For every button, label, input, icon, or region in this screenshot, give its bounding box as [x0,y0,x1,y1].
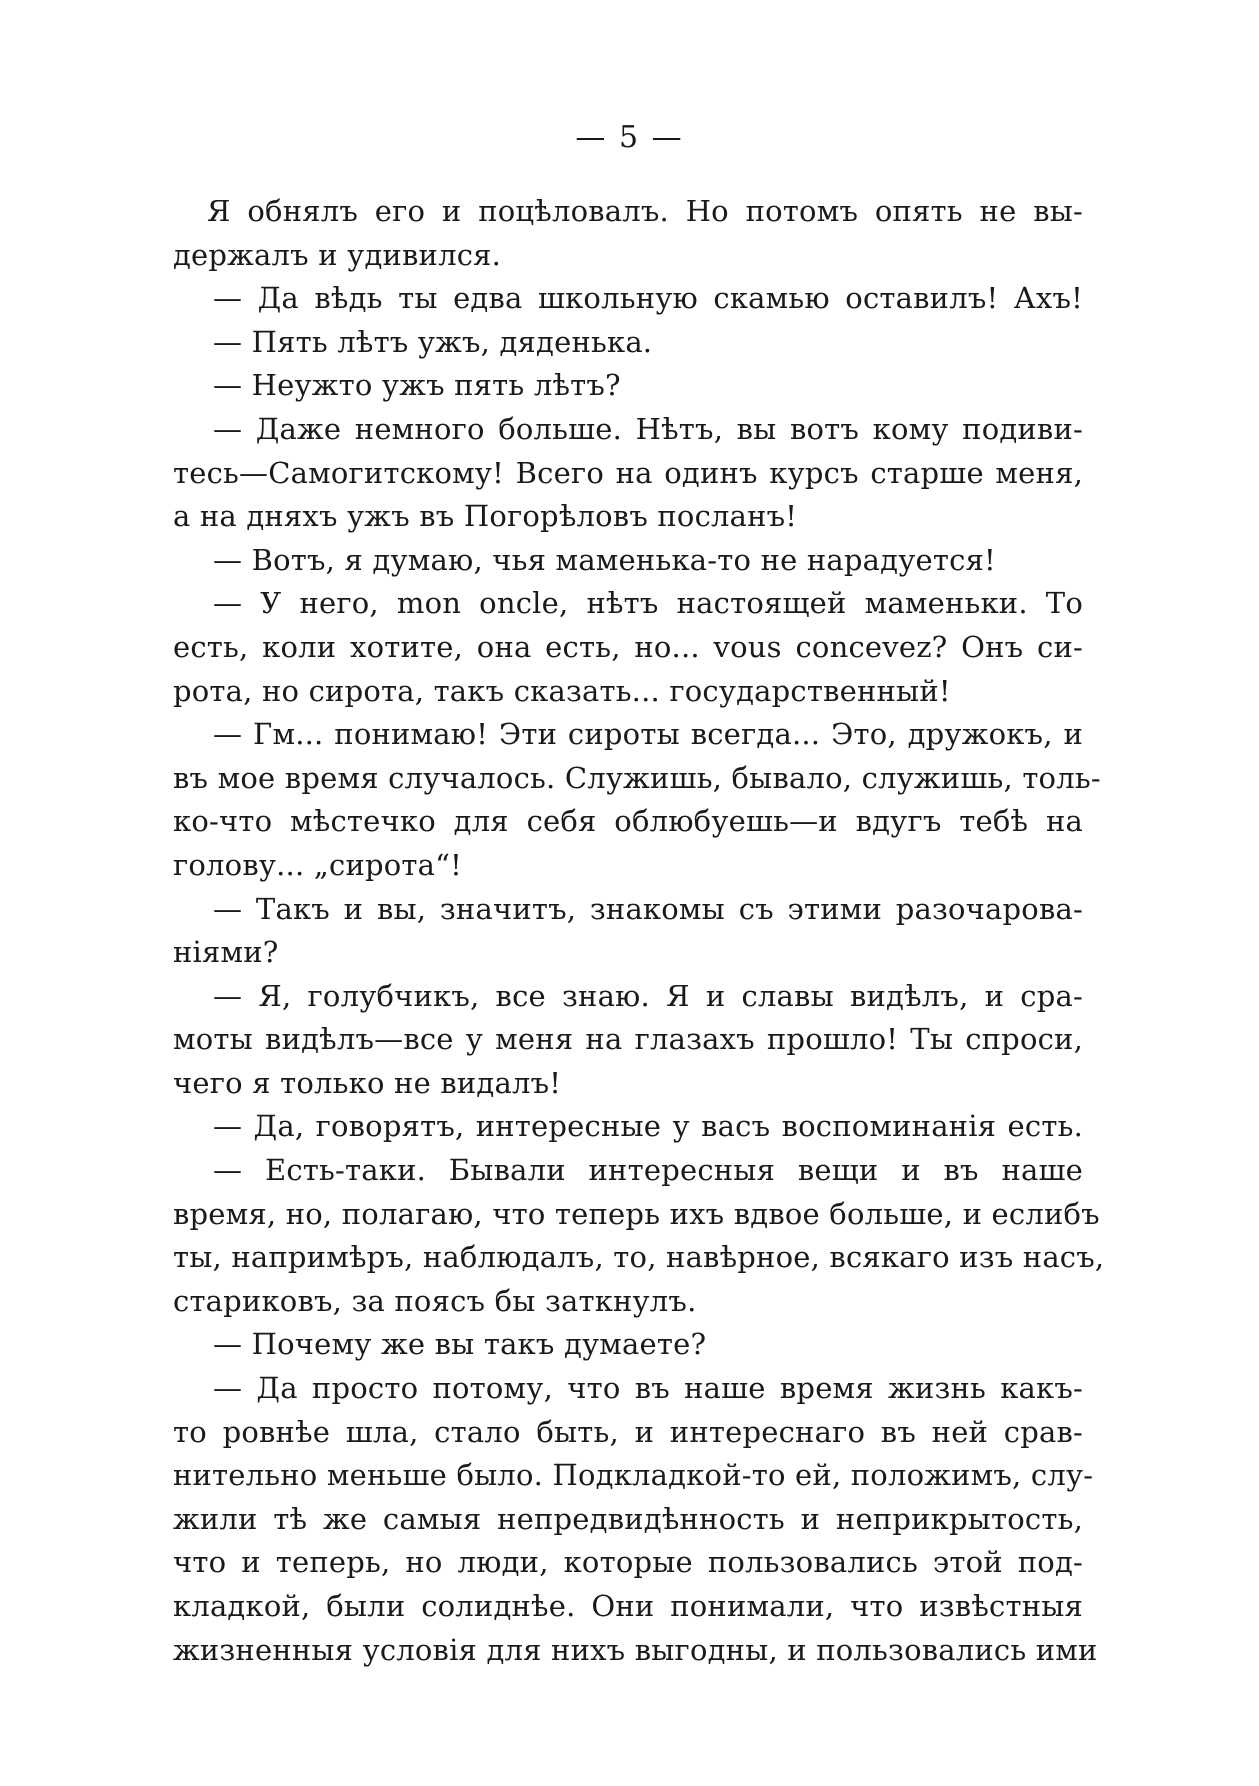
text-line: — У него, mon oncle, нѣтъ настоящей маменьки. То [213,586,1083,621]
text-line: — Пять лѣтъ ужъ, дяденька. [213,324,653,359]
text-line: — Неужто ужъ пять лѣтъ? [213,368,621,403]
text-line: ніями? [173,935,279,970]
text-line: — Я, голубчикъ, все знаю. Я и славы видѣлъ, и сра- [213,978,1083,1013]
text-line: ко-что мѣстечко для себя облюбуешь—и вдугъ тебѣ на [173,804,1083,839]
text-line: время, но, полагаю, что теперь ихъ вдвое больше, и еслибъ [173,1196,1100,1231]
text-line: — Такъ и вы, значитъ, знакомы съ этими разочарова- [213,891,1083,926]
text-line: голову... „сирота“! [173,847,463,882]
text-line: моты видѣлъ—все у меня на глазахъ прошло! Ты спроси, [173,1022,1083,1057]
text-line: — Вотъ, я думаю, чья маменька-то не нарадуется! [213,542,996,577]
text-line: — Да просто потому, что въ наше время жизнь какъ- [213,1371,1083,1406]
text-line: держалъ и удивился. [173,237,502,272]
body-text [173,190,1105,1672]
text-line: чего я только не видалъ! [173,1065,562,1100]
page-number: — 5 — [575,120,684,155]
text-line: — Гм... понимаю! Эти сироты всегда... Это, дружокъ, и [213,717,1083,752]
text-line: что и теперь, но люди, которые пользовались этой под- [173,1545,1083,1580]
text-line: то ровнѣе шла, стало быть, и интереснаго въ ней срав- [173,1414,1083,1449]
text-line: рота, но сирота, такъ сказать... государственный! [173,673,951,708]
text-line: Я обнялъ его и поцѣловалъ. Но потомъ опять не вы- [207,194,1083,228]
text-line: ты, напримѣръ, наблюдалъ, то, навѣрное, всякаго изъ насъ, [173,1240,1105,1275]
text-line: — Есть-таки. Бывали интересныя вещи и въ наше [213,1153,1083,1188]
text-line: кладкой, были солиднѣе. Они понимали, что извѣстныя [173,1589,1083,1623]
text-line: жизненныя условія для нихъ выгодны, и пользовались ими [173,1632,1098,1667]
text-line: — Почему же вы такъ думаете? [213,1327,707,1362]
text-line: стариковъ, за поясъ бы заткнулъ. [173,1283,697,1318]
text-line: въ мое время случалось. Служишь, бывало, служишь, толь- [173,760,1101,795]
text-line: жили тѣ же самыя непредвидѣнность и неприкрытость, [173,1501,1083,1536]
text-line: тесь—Самогитскому! Всего на одинъ курсъ старше меня, [173,455,1083,490]
text-line: есть, коли хотите, она есть, но... vous concevez? Онъ си- [173,629,1083,664]
text-line: а на дняхъ ужъ въ Погорѣловъ посланъ! [173,499,798,534]
text-line: — Даже немного больше. Нѣтъ, вы вотъ кому подиви- [213,411,1083,446]
text-line: — Да вѣдь ты едва школьную скамью оставилъ! Ахъ! [213,281,1083,316]
text-line: нительно меньше было. Подкладкой-то ей, положимъ, слу- [173,1458,1094,1493]
text-line: — Да, говорятъ, интересные у васъ воспоминанія есть. [213,1109,1083,1144]
